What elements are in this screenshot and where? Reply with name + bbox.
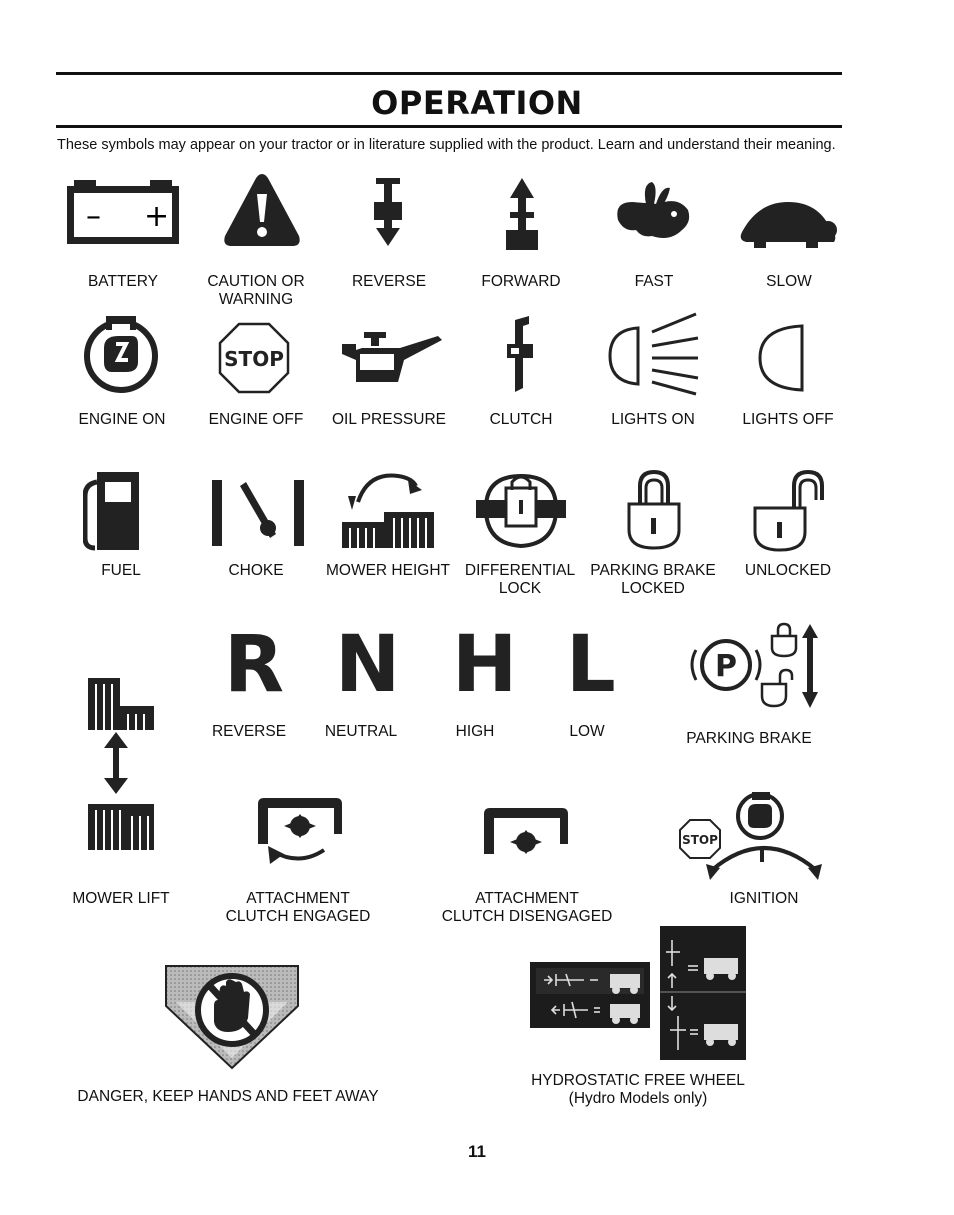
label-neutral: NEUTRAL [324,723,398,740]
title-underline [56,125,842,128]
label-unlocked: UNLOCKED [744,562,832,579]
lights-on-icon [608,312,702,396]
letter-h: H [452,620,518,710]
label-lights-off: LIGHTS OFF [742,411,834,428]
turtle-icon [738,196,840,252]
label-slow: SLOW [766,273,812,290]
svg-text:+: + [144,199,170,234]
differential-lock-icon [474,468,568,550]
label-low: LOW [569,723,605,740]
label-attachment-engaged: ATTACHMENT CLUTCH ENGAGED [225,890,371,925]
hydrostatic-left-icon [530,962,650,1028]
svg-text:P: P [715,649,737,684]
label-oil-pressure: OIL PRESSURE [332,411,446,428]
label-hydrostatic: HYDROSTATIC FREE WHEEL (Hydro Models only) [531,1072,745,1107]
label-reverse-r: REVERSE [211,723,287,740]
forward-icon [502,176,542,252]
label-fuel: FUEL [101,562,141,579]
label-parking-brake-locked: PARKING BRAKE LOCKED [590,562,716,597]
label-mower-lift: MOWER LIFT [72,890,170,907]
page-number: 11 [468,1142,486,1161]
ignition-icon [676,790,824,882]
attachment-engaged-icon [254,794,346,872]
label-clutch: CLUTCH [489,411,553,428]
reverse-icon [368,176,408,250]
oil-can-icon [338,330,444,386]
mower-lift-icon [86,670,156,852]
choke-icon [210,478,306,548]
letter-n: N [335,620,401,710]
rabbit-icon [612,180,694,244]
label-engine-off: ENGINE OFF [208,411,304,428]
clutch-icon [503,314,537,394]
fuel-pump-icon [83,470,143,552]
svg-text:STOP: STOP [224,347,284,371]
parking-brake-icon [686,622,822,710]
label-parking-brake: PARKING BRAKE [686,730,812,747]
danger-hands-icon [162,962,302,1072]
page-title: OPERATION [371,84,583,122]
label-engine-on: ENGINE ON [78,411,166,428]
letter-l: L [566,620,616,710]
svg-text:STOP: STOP [682,833,718,847]
letter-r: R [224,620,285,710]
svg-text:–: – [86,199,101,234]
intro-text: These symbols may appear on your tractor or in literature supplied with the product. Learn and understand their meaning. [57,137,836,153]
label-danger: DANGER, KEEP HANDS AND FEET AWAY [77,1088,379,1105]
label-caution: CAUTION OR WARNING [207,273,305,308]
lock-closed-icon [626,470,682,550]
mower-height-icon [338,466,438,550]
label-fast: FAST [634,273,674,290]
stop-sign-icon [218,322,290,394]
engine-on-icon [82,312,160,394]
attachment-disengaged-icon [480,804,572,864]
lock-open-icon [752,470,828,552]
lights-off-icon [758,322,808,394]
label-differential-lock: DIFFERENTIAL LOCK [464,562,576,597]
label-reverse: REVERSE [351,273,427,290]
label-mower-height: MOWER HEIGHT [326,562,450,579]
label-ignition: IGNITION [729,890,799,907]
label-forward: FORWARD [481,273,561,290]
label-lights-on: LIGHTS ON [611,411,695,428]
label-high: HIGH [455,723,495,740]
hydrostatic-right-icon [660,926,746,1060]
label-choke: CHOKE [228,562,284,579]
label-battery: BATTERY [87,273,159,290]
caution-icon [222,172,302,248]
label-attachment-disengaged: ATTACHMENT CLUTCH DISENGAGED [441,890,613,925]
top-rule [56,72,842,75]
battery-icon [66,180,180,246]
